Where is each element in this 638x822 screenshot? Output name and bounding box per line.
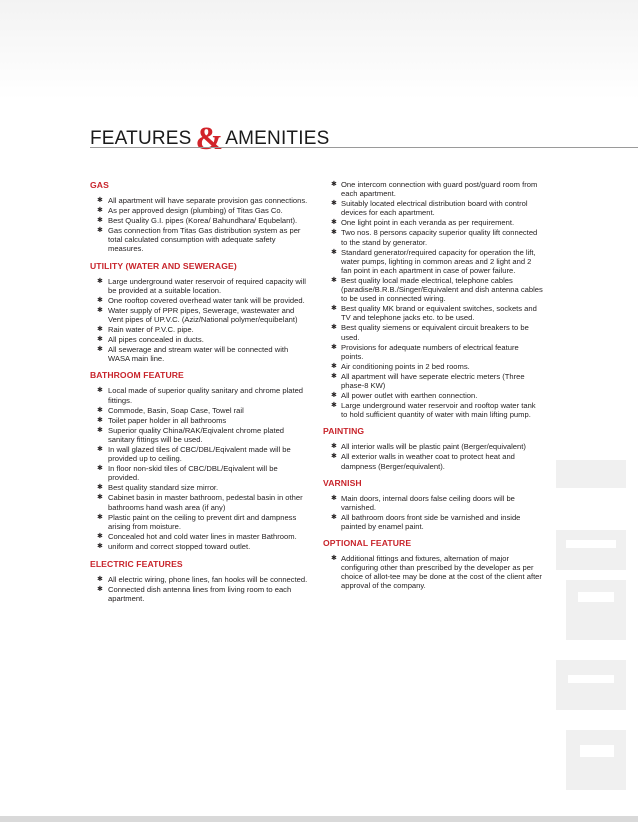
asterisk-bullet-icon: ✱: [97, 306, 103, 314]
feature-item: [323, 442, 543, 451]
asterisk-bullet-icon: ✱: [331, 276, 337, 284]
feature-item: [90, 575, 308, 584]
feature-text: Additional fittings and fixtures, alternation of major configuring other than prescribed by the developer as per choice of allot-tee may be done at the cost of the client after approval of the company.: [341, 554, 542, 591]
feature-text: All bathroom doors front side be varnished and inside painted by enamel paint.: [341, 512, 521, 531]
asterisk-bullet-icon: ✱: [331, 229, 337, 237]
feature-item: [323, 218, 543, 227]
feature-text: Rain water of P.V.C. pipe.: [108, 325, 194, 335]
asterisk-bullet-icon: ✱: [331, 453, 337, 461]
feature-text: Gas connection from Titas Gas distribution system as per total calculated consumption with adequate safety measures.: [108, 226, 301, 254]
feature-item: [90, 216, 308, 225]
feature-text: Superior quality China/RAK/Eqivalent chrome plated sanitary fittings will be used.: [108, 425, 285, 444]
feature-list: [90, 196, 308, 254]
asterisk-bullet-icon: ✱: [97, 445, 103, 453]
section-heading: UTILITY (WATER AND SEWERAGE): [90, 260, 237, 271]
asterisk-bullet-icon: ✱: [331, 200, 337, 208]
feature-text: Large underground water reservoir of required capacity will be provided at a suitable location.: [108, 276, 306, 295]
feature-text: Cabinet basin in master bathroom, pedestal basin in other bathrooms hand wash area (if any): [108, 493, 303, 512]
feature-section: [323, 478, 543, 531]
feature-list: [90, 386, 308, 551]
feature-text: One light point in each veranda as per requirement.: [341, 218, 515, 228]
feature-section: [323, 426, 543, 470]
feature-text: All exterior walls in weather coat to protect heat and dampness (Berger/equivalent).: [341, 452, 515, 471]
feature-text: All electric wiring, phone lines, fan hooks will be connected.: [108, 575, 308, 584]
asterisk-bullet-icon: ✱: [331, 324, 337, 332]
section-heading: VARNISH: [323, 477, 362, 488]
feature-item: [90, 206, 308, 215]
section-heading: GAS: [90, 180, 109, 190]
asterisk-bullet-icon: ✱: [331, 181, 337, 188]
top-band: [0, 0, 638, 100]
section-heading: OPTIONAL FEATURE: [323, 538, 412, 548]
feature-section: [90, 370, 308, 551]
feature-text: All sewerage and stream water will be connected with WASA main line.: [108, 345, 289, 364]
feature-item: [90, 445, 308, 463]
feature-item: [90, 493, 308, 511]
asterisk-bullet-icon: ✱: [97, 227, 103, 235]
asterisk-bullet-icon: ✱: [97, 387, 103, 395]
feature-item: [323, 304, 543, 322]
title-part2: AMENITIES: [225, 128, 330, 149]
asterisk-bullet-icon: ✱: [97, 406, 103, 414]
feature-text: All power outlet with earthen connection.: [341, 391, 478, 401]
feature-item: [90, 306, 308, 324]
asterisk-bullet-icon: ✱: [97, 197, 103, 204]
feature-text: Provisions for adequate numbers of electrical feature points.: [341, 342, 519, 361]
asterisk-bullet-icon: ✱: [97, 346, 103, 354]
feature-item: [323, 276, 543, 303]
feature-section: [90, 261, 308, 364]
feature-item: [90, 416, 308, 425]
feature-item: [323, 199, 543, 217]
feature-item: [323, 452, 543, 470]
section-heading: BATHROOM FEATURE: [90, 370, 184, 381]
feature-text: Best Quality G.I. pipes (Korea/ Bahundhara/ Equbelant).: [108, 216, 298, 226]
feature-section: [90, 559, 308, 603]
feature-item: [323, 248, 543, 275]
feature-item: [90, 196, 308, 205]
feature-text: uniform and correct stopped toward outlet.: [108, 541, 251, 551]
feature-text: Local made of superior quality sanitary and chrome plated fittings.: [108, 386, 304, 405]
header-rule: [90, 147, 638, 148]
feature-text: Two nos. 8 persons capacity superior quality lift connected to the stand by generator.: [341, 228, 538, 247]
asterisk-bullet-icon: ✱: [97, 494, 103, 502]
logo-watermark: [536, 440, 636, 810]
left-column: [90, 180, 308, 610]
title-ampersand: &: [195, 121, 224, 157]
asterisk-bullet-icon: ✱: [331, 443, 337, 451]
feature-item: [323, 343, 543, 361]
feature-text: Best quality standard size mirror.: [108, 483, 219, 493]
feature-item: [323, 554, 543, 590]
asterisk-bullet-icon: ✱: [331, 494, 337, 502]
asterisk-bullet-icon: ✱: [331, 392, 337, 400]
title-part1: FEATURES: [90, 128, 192, 149]
feature-item: [90, 325, 308, 334]
feature-text: Plastic paint on the ceiling to prevent dirt and dampness arising from moisture.: [108, 512, 297, 531]
header: [90, 117, 638, 157]
feature-item: [323, 401, 543, 419]
feature-item: [90, 513, 308, 531]
feature-item: [90, 296, 308, 305]
feature-item: [90, 386, 308, 404]
asterisk-bullet-icon: ✱: [97, 576, 103, 583]
feature-text: Main doors, internal doors false ceiling doors will be varnished.: [341, 493, 515, 512]
feature-text: Water supply of PPR pipes, Sewerage, wastewater and Vent pipes of UP.V.C. (Aziz/National polymer/equibelant): [108, 305, 298, 324]
feature-text: Commode, Basin, Soap Case, Towel rail: [108, 405, 244, 415]
asterisk-bullet-icon: ✱: [97, 207, 103, 215]
feature-item: [90, 277, 308, 295]
asterisk-bullet-icon: ✱: [97, 336, 103, 344]
section-heading: PAINTING: [323, 426, 365, 437]
feature-list: [323, 554, 543, 590]
page-title: [90, 121, 329, 158]
feature-text: Best quality siemens or equivalent circuit breakers to be used.: [341, 323, 529, 342]
feature-item: [90, 585, 308, 603]
feature-item: [90, 226, 308, 253]
feature-section: [323, 180, 543, 419]
asterisk-bullet-icon: ✱: [97, 326, 103, 334]
asterisk-bullet-icon: ✱: [331, 402, 337, 410]
feature-text: Best quality local made electrical, telephone cables (paradise/B.R.B./Singer/Equivalent and dish antenna cables to be used in connected wiring.: [341, 275, 543, 304]
feature-text: One intercom connection with guard post/guard room from each apartment.: [341, 180, 538, 199]
feature-item: [323, 323, 543, 341]
asterisk-bullet-icon: ✱: [97, 513, 103, 521]
feature-list: [323, 494, 543, 531]
feature-item: [90, 483, 308, 492]
asterisk-bullet-icon: ✱: [331, 362, 337, 370]
feature-item: [90, 335, 308, 344]
asterisk-bullet-icon: ✱: [97, 542, 103, 550]
feature-text: All apartment will have separate provision gas connections.: [108, 196, 308, 205]
feature-section: [90, 180, 308, 254]
asterisk-bullet-icon: ✱: [331, 343, 337, 351]
feature-list: [323, 442, 543, 470]
feature-text: Best quality MK brand or equivalent switches, sockets and TV and telephone jacks etc. to be used.: [341, 304, 537, 323]
asterisk-bullet-icon: ✱: [97, 465, 103, 473]
feature-text: Large underground water reservoir and rooftop water tank to hold sufficient quantity of water with main lifting pump.: [341, 401, 536, 420]
feature-item: [323, 494, 543, 512]
bottom-band: [0, 816, 638, 822]
feature-section: [323, 538, 543, 590]
feature-item: [323, 228, 543, 246]
feature-list: [90, 277, 308, 364]
feature-item: [90, 406, 308, 415]
feature-item: [323, 391, 543, 400]
asterisk-bullet-icon: ✱: [97, 532, 103, 540]
feature-item: [90, 532, 308, 541]
feature-text: All pipes concealed in ducts.: [108, 335, 204, 345]
feature-text: As per approved design (plumbing) of Titas Gas Co.: [108, 206, 283, 216]
asterisk-bullet-icon: ✱: [97, 217, 103, 225]
right-column: [323, 180, 543, 597]
feature-text: Suitably located electrical distribution board with control devices for each apartment.: [341, 199, 528, 218]
feature-item: [323, 372, 543, 390]
asterisk-bullet-icon: ✱: [331, 555, 337, 562]
asterisk-bullet-icon: ✱: [331, 372, 337, 380]
feature-item: [90, 426, 308, 444]
section-heading: ELECTRIC FEATURES: [90, 559, 183, 569]
feature-text: All apartment will have seperate electric meters (Three phase-8 KW): [341, 371, 525, 390]
feature-item: [323, 362, 543, 371]
feature-list: [90, 575, 308, 603]
asterisk-bullet-icon: ✱: [97, 484, 103, 492]
feature-text: All interior walls will be plastic paint (Berger/equivalent): [341, 442, 526, 452]
feature-list: [323, 180, 543, 419]
feature-text: In wall glazed tiles of CBC/DBL/Eqivalent made will be provided up to ceiling.: [108, 444, 291, 464]
asterisk-bullet-icon: ✱: [331, 219, 337, 227]
asterisk-bullet-icon: ✱: [97, 416, 103, 424]
feature-text: Connected dish antenna lines from living room to each apartment.: [108, 585, 292, 604]
asterisk-bullet-icon: ✱: [97, 296, 103, 304]
asterisk-bullet-icon: ✱: [331, 248, 337, 256]
feature-text: Standard generator/required capacity for operation the lift, water pumps, lighting in common areas and 2 light and 2 fan point in each apartment in case of power failure.: [341, 247, 536, 275]
feature-item: [323, 180, 543, 198]
feature-text: Toilet paper holder in all bathrooms: [108, 415, 227, 425]
asterisk-bullet-icon: ✱: [97, 426, 103, 434]
feature-item: [90, 345, 308, 363]
feature-text: Concealed hot and cold water lines in master Bathroom.: [108, 531, 297, 541]
feature-text: Air conditioning points in 2 bed rooms.: [341, 361, 470, 371]
asterisk-bullet-icon: ✱: [97, 277, 103, 285]
feature-text: One rooftop covered overhead water tank will be provided.: [108, 295, 305, 305]
feature-item: [90, 542, 308, 551]
feature-item: [323, 513, 543, 531]
asterisk-bullet-icon: ✱: [331, 513, 337, 521]
asterisk-bullet-icon: ✱: [331, 305, 337, 313]
asterisk-bullet-icon: ✱: [97, 586, 103, 594]
feature-text: In floor non-skid tiles of CBC/DBL/Eqivalent will be provided.: [108, 464, 278, 483]
feature-item: [90, 464, 308, 482]
